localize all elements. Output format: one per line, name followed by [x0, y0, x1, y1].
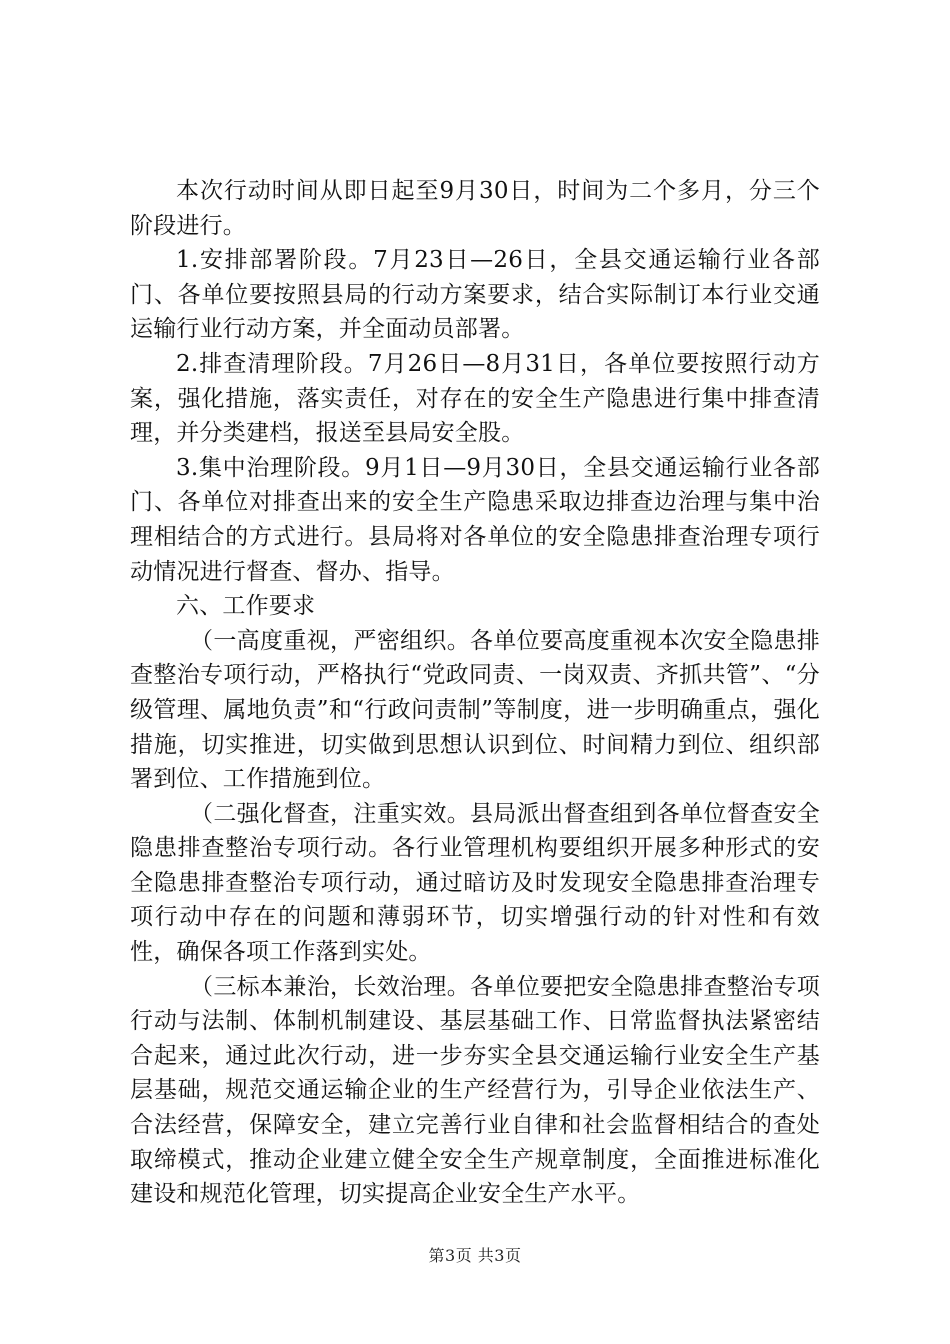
paragraph-requirement-2: （二强化督查，注重实效。县局派出督查组到各单位督查安全隐患排查整治专项行动。各行业管理机构要组织开展多种形式的安全隐患排查整治专项行动，通过暗访及时发现安全隐患排查治理专项行动中存在的问题和薄弱环节，切实增强行动的针对性和有效性，确保各项工作落到实处。 — [130, 800, 820, 966]
paragraph-requirement-3: （三标本兼治，长效治理。各单位要把安全隐患排查整治专项行动与法制、体制机制建设、基层基础工作、日常监督执法紧密结合起来，通过此次行动，进一步夯实全县交通运输行业安全生产基层基础，规范交通运输企业的生产经营行为，引导企业依法生产、合法经营，保障安全，建立完善行业自律和社会监督相结合的查处取缔模式，推动企业建立健全安全生产规章制度，全面推进标准化建设和规范化管理，切实提高企业安全生产水平。 — [130, 973, 820, 1208]
document-body — [130, 174, 820, 1212]
paragraph-schedule: 本次行动时间从即日起至9月30日，时间为二个多月，分三个阶段进行。 — [130, 178, 820, 239]
paragraph-requirement-1: （一高度重视，严密组织。各单位要高度重视本次安全隐患排查整治专项行动，严格执行“党政同责、一岗双责、齐抓共管”、“分级管理、属地负责”和“行政问责制”等制度，进一步明确重点，强化措施，切实推进，切实做到思想认识到位、时间精力到位、组织部署到位、工作措施到位。 — [130, 627, 820, 793]
paragraph-phase-2: 2.排查清理阶段。7月26日—8月31日，各单位要按照行动方案，强化措施，落实责任，对存在的安全生产隐患进行集中排查清理，并分类建档，报送至县局安全股。 — [130, 350, 820, 447]
section-heading-work-requirements: 六、工作要求 — [176, 593, 316, 620]
page-footer: 第3页 共3页 — [428, 1246, 522, 1265]
paragraph-phase-3: 3.集中治理阶段。9月1日—9月30日，全县交通运输行业各部门、各单位对排查出来的安全生产隐患采取边排查边治理与集中治理相结合的方式进行。县局将对各单位的安全隐患排查治理专项行动情况进行督查、督办、指导。 — [130, 454, 820, 585]
paragraph-phase-1: 1.安排部署阶段。7月23日—26日，全县交通运输行业各部门、各单位要按照县局的行动方案要求，结合实际制订本行业交通运输行业行动方案，并全面动员部署。 — [130, 247, 820, 343]
